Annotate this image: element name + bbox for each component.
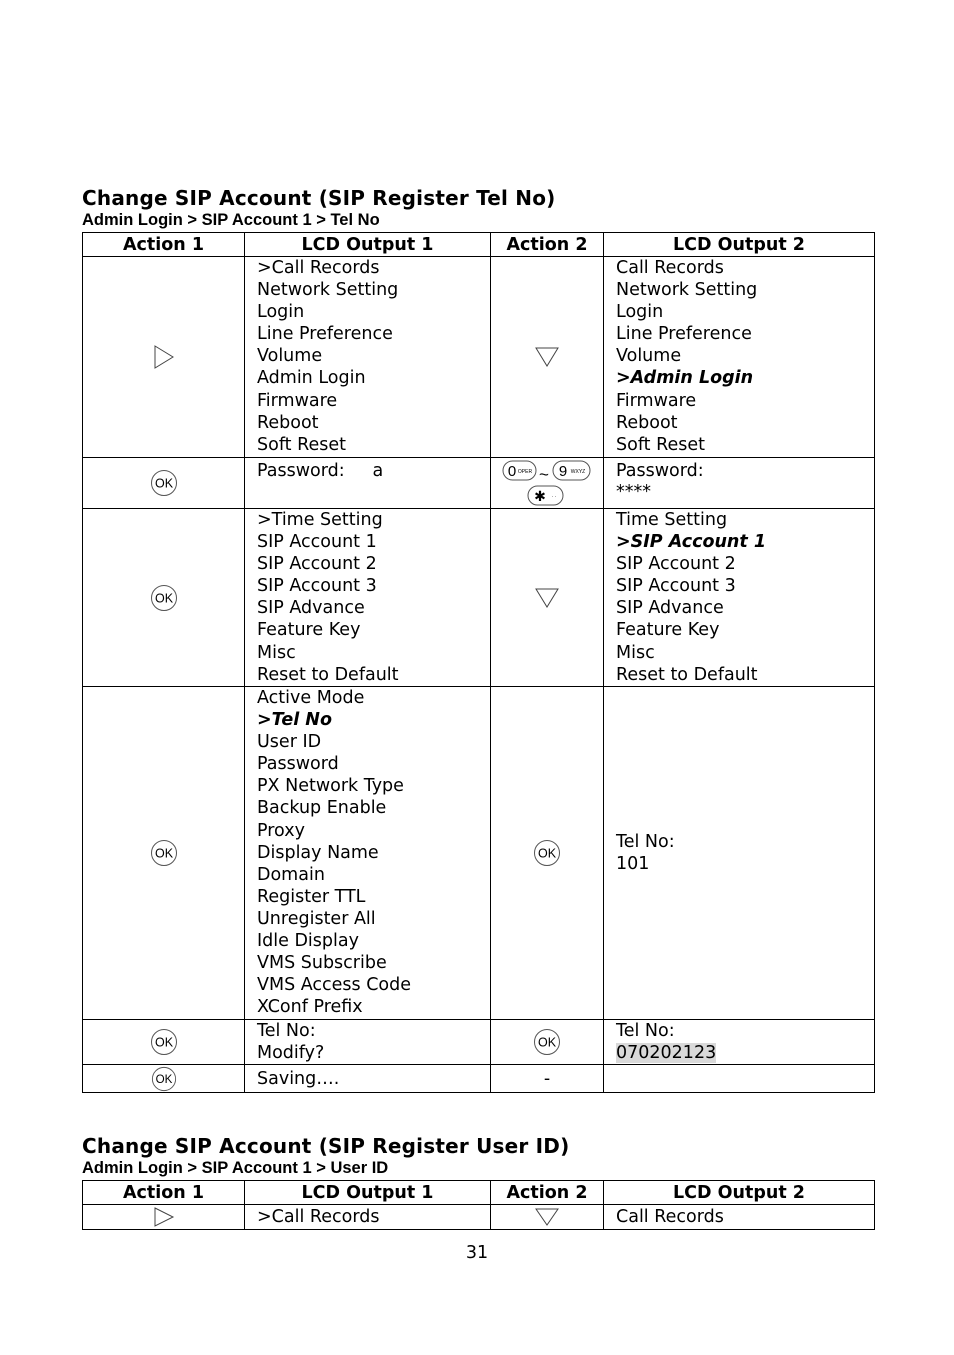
header-lcd-output-1: LCD Output 1	[245, 1181, 491, 1205]
action-cell	[491, 687, 604, 1020]
lcd-line: 101	[616, 854, 650, 874]
ok-label: OK	[154, 591, 173, 605]
lcd-line: Reboot	[616, 412, 678, 433]
header-lcd-output-2: LCD Output 2	[604, 1181, 875, 1205]
ok-label: OK	[155, 1072, 172, 1086]
action-cell	[491, 509, 604, 687]
down-arrow-icon	[534, 1207, 560, 1227]
lcd-line: Line Preference	[257, 324, 393, 345]
action-cell	[491, 1205, 604, 1230]
lcd-line: Time Setting	[616, 510, 728, 530]
lcd-line: Login	[616, 302, 664, 323]
section-title: Change SIP Account (SIP Register User ID)	[82, 1134, 570, 1158]
ok-button-icon	[150, 839, 178, 867]
lcd-line: Domain	[257, 864, 325, 885]
lcd-line: Firmware	[257, 390, 338, 411]
header-action-1: Action 1	[83, 1181, 245, 1205]
lcd-selected-line: >Admin Login	[616, 368, 754, 389]
lcd-line: Firmware	[616, 390, 697, 411]
key-0-label: 0	[507, 463, 517, 480]
lcd-line: Modify?	[257, 1043, 325, 1064]
lcd-line: Reset to Default	[257, 664, 399, 685]
lcd-line: >Call Records	[257, 258, 380, 278]
lcd-line: Misc	[616, 642, 655, 663]
lcd-line: XConf Prefix	[257, 997, 363, 1018]
header-lcd-output-1: LCD Output 1	[245, 233, 491, 257]
lcd-line: Feature Key	[616, 620, 720, 641]
table-row	[83, 1065, 875, 1093]
header-action-2: Action 2	[491, 233, 604, 257]
lcd-line: Proxy	[257, 820, 305, 841]
lcd-line: Admin Login	[257, 368, 366, 389]
lcd-selected-line: >Tel No	[257, 710, 332, 731]
lcd-line: Network Setting	[616, 280, 758, 301]
lcd-line: Login	[257, 302, 305, 323]
action-cell	[83, 257, 245, 458]
table-row	[83, 1205, 875, 1230]
ok-button-icon	[533, 839, 561, 867]
lcd-line: >Time Setting	[257, 510, 383, 530]
ok-label: OK	[154, 476, 173, 491]
page-number: 31	[465, 1243, 489, 1263]
down-arrow-icon	[534, 587, 560, 609]
action-cell	[83, 1065, 245, 1093]
key-9-sub: WXYZ	[570, 469, 586, 475]
lcd-line: >Call Records	[257, 1206, 380, 1227]
table-header-row	[83, 233, 875, 257]
lcd-line: SIP Advance	[257, 598, 365, 619]
ok-label: OK	[537, 1035, 557, 1050]
lcd-line: Password:	[616, 461, 704, 481]
action-cell	[83, 687, 245, 1020]
lcd-line: Password	[257, 754, 339, 775]
lcd-line: VMS Access Code	[257, 975, 412, 996]
lcd-line: PX Network Type	[257, 776, 404, 797]
header-action-1: Action 1	[83, 233, 245, 257]
lcd-line: Call Records	[616, 1206, 724, 1227]
lcd-line: Tel No:	[616, 1021, 675, 1041]
breadcrumb: Admin Login > SIP Account 1 > User ID	[82, 1159, 389, 1177]
lcd-output-cell	[604, 1020, 875, 1065]
lcd-line: Tel No:	[616, 831, 675, 852]
lcd-line: Password: a	[257, 461, 384, 481]
lcd-line: Reboot	[257, 412, 319, 433]
lcd-line: Misc	[257, 642, 296, 663]
lcd-line: SIP Advance	[616, 598, 724, 619]
down-arrow-icon	[534, 346, 560, 368]
lcd-line: SIP Account 1	[257, 532, 377, 553]
lcd-line: Soft Reset	[257, 434, 346, 455]
steps-table	[82, 232, 875, 1093]
header-lcd-output-2: LCD Output 2	[604, 233, 875, 257]
key-star-sub: · ·	[551, 494, 557, 500]
lcd-output-cell	[245, 1020, 491, 1065]
lcd-line: SIP Account 3	[616, 576, 736, 597]
action-cell	[491, 257, 604, 458]
lcd-line: Display Name	[257, 842, 379, 863]
breadcrumb: Admin Login > SIP Account 1 > Tel No	[82, 211, 380, 229]
lcd-output-cell	[245, 509, 491, 687]
section-title: Change SIP Account (SIP Register Tel No)	[82, 186, 556, 210]
key-9-label: 9	[558, 463, 568, 480]
table-row	[83, 257, 875, 458]
action-cell	[491, 1020, 604, 1065]
action-cell	[491, 458, 604, 509]
table-header-row	[83, 1181, 875, 1205]
lcd-output-cell	[245, 257, 491, 458]
lcd-line: Line Preference	[616, 324, 752, 345]
ok-button-icon	[150, 584, 178, 612]
lcd-line: Network Setting	[257, 280, 399, 301]
lcd-line: Soft Reset	[616, 434, 705, 455]
lcd-line: SIP Account 2	[257, 554, 377, 575]
lcd-line: Idle Display	[257, 931, 359, 952]
lcd-line: Unregister All	[257, 908, 376, 929]
lcd-output-cell	[245, 687, 491, 1020]
action-cell	[83, 1205, 245, 1230]
lcd-selected-line: >SIP Account 1	[616, 532, 767, 553]
lcd-line: Call Records	[616, 258, 724, 278]
tilde: ~	[539, 465, 549, 484]
table-row	[83, 458, 875, 509]
lcd-line: Volume	[616, 346, 682, 367]
ok-button-icon	[150, 469, 178, 497]
lcd-line: User ID	[257, 732, 322, 753]
lcd-line: Volume	[257, 346, 323, 367]
right-arrow-icon	[153, 344, 175, 370]
ok-button-icon	[150, 1066, 178, 1092]
lcd-line: Tel No:	[257, 1021, 316, 1041]
lcd-line: Reset to Default	[616, 664, 758, 685]
lcd-line: Backup Enable	[257, 798, 387, 819]
lcd-line: Feature Key	[257, 620, 361, 641]
right-arrow-icon	[153, 1206, 175, 1228]
action-cell: -	[491, 1065, 604, 1093]
lcd-line: Register TTL	[257, 886, 366, 907]
table-row	[83, 509, 875, 687]
header-action-2: Action 2	[491, 1181, 604, 1205]
lcd-output-cell	[604, 1065, 875, 1093]
table-row	[83, 687, 875, 1020]
lcd-output-cell	[245, 458, 491, 509]
lcd-line: ****	[616, 482, 651, 503]
lcd-line: Active Mode	[257, 688, 365, 708]
action-cell	[83, 509, 245, 687]
lcd-output-cell	[245, 1205, 491, 1230]
ok-button-icon	[533, 1028, 561, 1056]
action-cell	[83, 458, 245, 509]
lcd-output-cell	[245, 1065, 491, 1093]
table-row	[83, 1020, 875, 1065]
ok-button-icon	[150, 1028, 178, 1056]
ok-label: OK	[154, 1035, 173, 1050]
lcd-line: Saving….	[257, 1068, 340, 1089]
key-star-label: ✱	[534, 489, 546, 505]
lcd-output-cell	[604, 458, 875, 509]
ok-label: OK	[154, 846, 173, 861]
action-cell	[83, 1020, 245, 1065]
ok-label: OK	[537, 846, 557, 861]
lcd-line: SIP Account 3	[257, 576, 377, 597]
steps-table	[82, 1180, 875, 1230]
lcd-output-cell	[604, 1205, 875, 1230]
lcd-line: VMS Subscribe	[257, 953, 387, 974]
keypad-0-9-star-icon	[501, 459, 593, 507]
lcd-output-cell	[604, 687, 875, 1020]
lcd-output-cell	[604, 257, 875, 458]
highlighted-value: 070202123	[616, 1043, 717, 1064]
key-0-sub: OPER	[517, 469, 533, 475]
lcd-output-cell	[604, 509, 875, 687]
lcd-line: SIP Account 2	[616, 554, 736, 575]
